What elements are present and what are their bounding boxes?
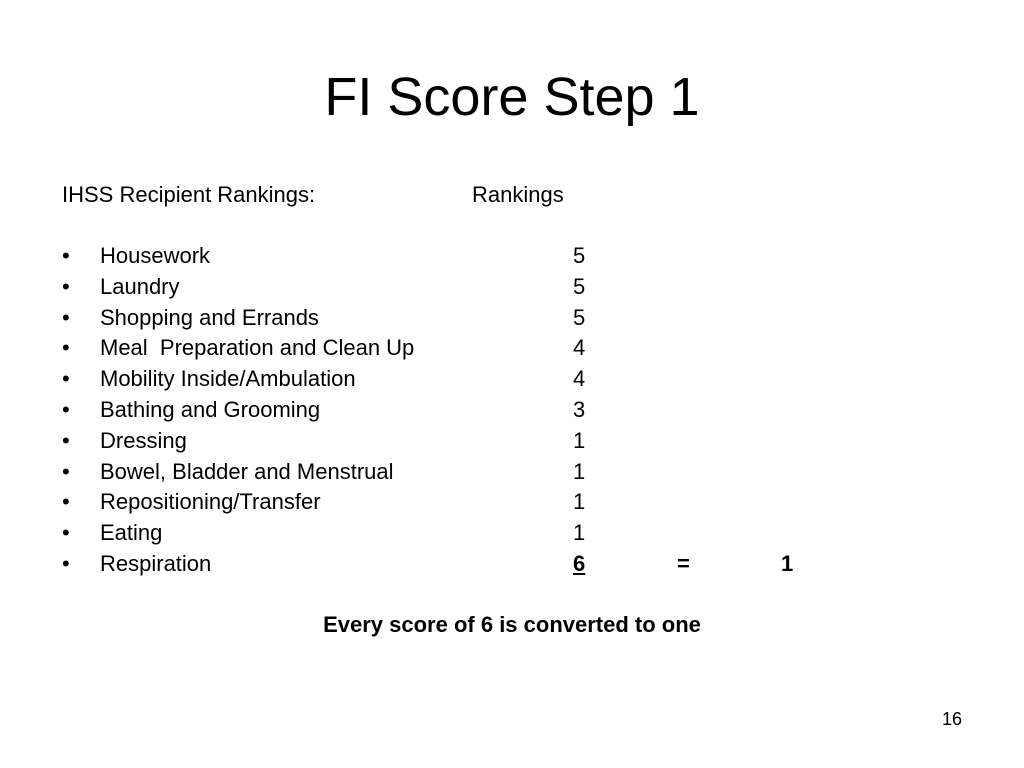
item-score: 5: [573, 304, 586, 330]
item-label: Shopping and Errands: [100, 304, 319, 330]
item-label: Mobility Inside/Ambulation: [100, 366, 356, 392]
item-score: 4: [573, 366, 586, 392]
header-recipient-rankings: IHSS Recipient Rankings:: [62, 182, 316, 207]
item-score: 1: [573, 458, 586, 484]
converted-score: 1: [781, 550, 794, 576]
item-label: Repositioning/Transfer: [100, 489, 321, 515]
bullet-icon: •: [62, 520, 70, 546]
equals-sign: =: [677, 550, 690, 576]
list-item: [62, 305, 822, 336]
bullet-icon: •: [62, 489, 70, 515]
bullet-icon: •: [62, 458, 70, 484]
item-label: Bowel, Bladder and Menstrual: [100, 458, 394, 484]
list-item: [62, 520, 822, 551]
list-item: [62, 489, 822, 520]
bullet-icon: •: [62, 550, 70, 576]
item-score: 5: [573, 273, 586, 299]
bullet-icon: •: [62, 304, 70, 330]
bullet-icon: •: [62, 366, 70, 392]
item-label: Respiration: [100, 550, 212, 576]
item-label: Meal Preparation and Clean Up: [100, 335, 415, 361]
page-number: 16: [941, 709, 962, 729]
item-score: 4: [573, 335, 586, 361]
bullet-icon: •: [62, 335, 70, 361]
item-label: Dressing: [100, 427, 187, 453]
list-item: [62, 366, 822, 397]
item-label: Bathing and Grooming: [100, 396, 321, 422]
conversion-note: Every score of 6 is converted to one: [323, 612, 701, 637]
list-item: [62, 274, 822, 305]
bullet-icon: •: [62, 273, 70, 299]
item-score: 3: [573, 396, 586, 422]
bullet-icon: •: [62, 427, 70, 453]
list-item: [62, 459, 822, 490]
list-item: [62, 428, 822, 459]
item-label: Eating: [100, 520, 163, 546]
respiration-conversion: [573, 551, 793, 577]
rankings-header: [62, 182, 762, 208]
slide-title: FI Score Step 1: [324, 67, 700, 127]
item-label: Housework: [100, 243, 211, 268]
header-rankings: Rankings: [472, 182, 564, 207]
list-item: [62, 551, 822, 582]
list-item: [62, 243, 822, 274]
rankings-list: [62, 243, 822, 582]
item-score: 1: [573, 520, 586, 546]
item-score: 6: [573, 550, 586, 576]
item-score: 1: [573, 489, 586, 515]
list-item: [62, 335, 822, 366]
bullet-icon: •: [62, 243, 70, 268]
item-score: 5: [573, 243, 586, 268]
item-label: Laundry: [100, 273, 180, 299]
list-item: [62, 397, 822, 428]
item-score: 1: [573, 427, 586, 453]
bullet-icon: •: [62, 396, 70, 422]
